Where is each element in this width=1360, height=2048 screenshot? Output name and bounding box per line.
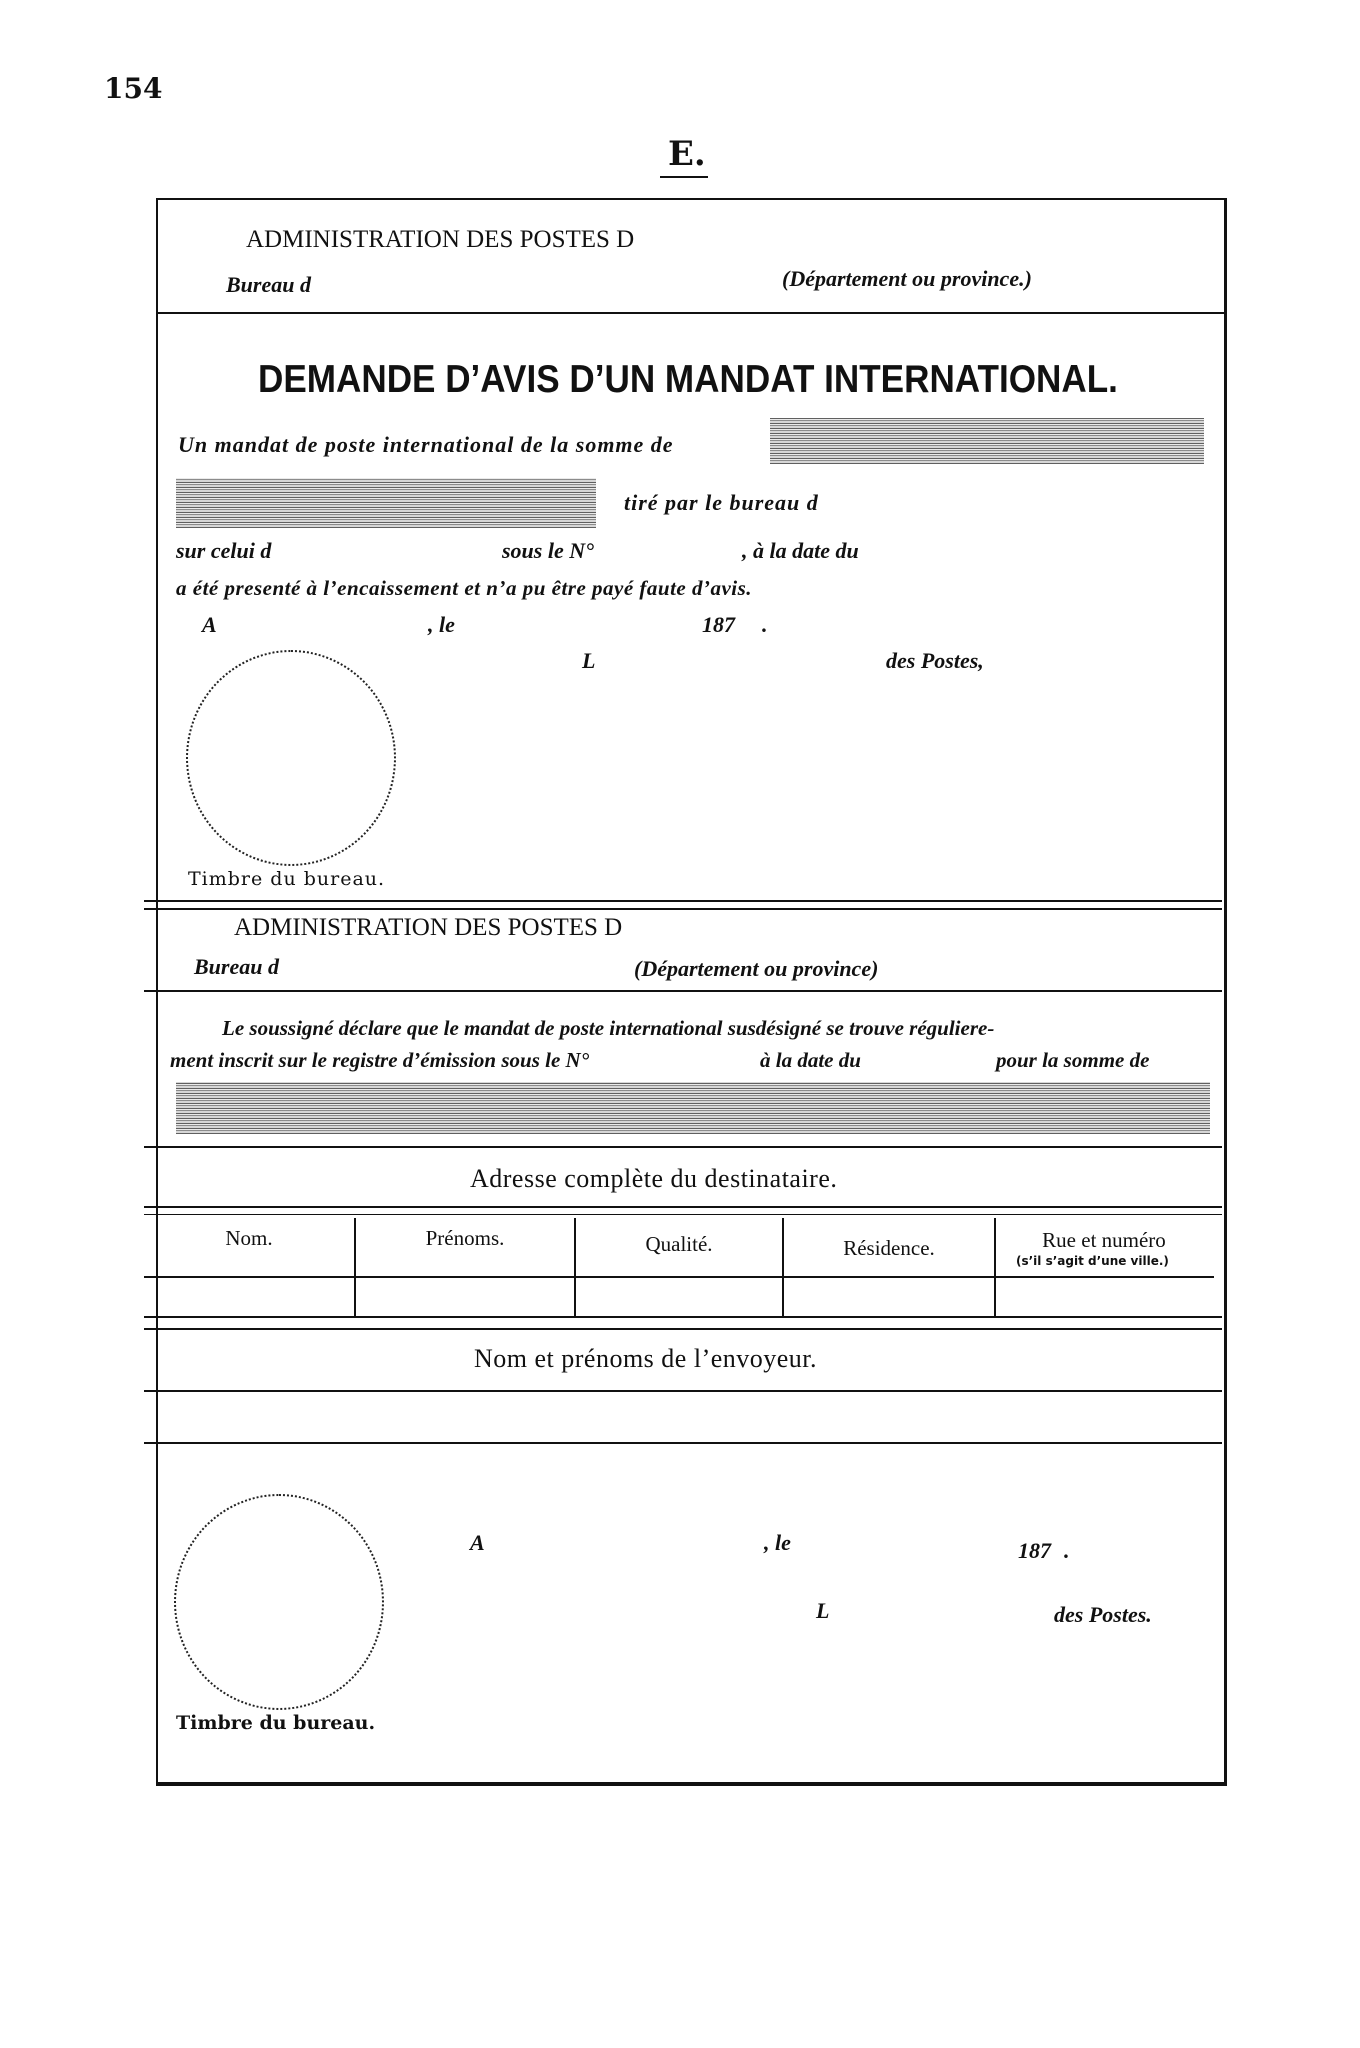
office-stamp-circle-2 — [174, 1494, 384, 1710]
column-rue: Rue et numéro — [1042, 1228, 1166, 1252]
amount-redaction-2 — [176, 478, 596, 528]
request-year-dot: . — [762, 612, 768, 637]
sender-heading: Nom et prénoms de l’envoyeur. — [474, 1344, 818, 1373]
address-table-bottom — [144, 1316, 1222, 1318]
footer-signature-postes: des Postes. — [1054, 1602, 1152, 1627]
sender-rule-1 — [144, 1390, 1222, 1392]
request-date-le: , le — [428, 612, 455, 637]
footer-year: 187 — [1018, 1538, 1051, 1563]
section1-admin: ADMINISTRATION DES POSTES D — [246, 226, 635, 253]
request-signature-postes: des Postes, — [886, 648, 984, 673]
request-line1: Un mandat de poste international de la somme de — [178, 432, 674, 457]
column-separator-1 — [354, 1218, 356, 1316]
column-qualite: Qualité. — [645, 1232, 713, 1256]
address-heading: Adresse complète du destinataire. — [470, 1164, 838, 1193]
column-separator-3 — [782, 1218, 784, 1316]
declaration-line2-amount: pour la somme de — [996, 1048, 1150, 1072]
section-divider-bottom — [144, 908, 1222, 910]
request-signature-l: L — [582, 648, 596, 673]
footer-year-dot: . — [1064, 1538, 1070, 1563]
request-line2: tiré par le bureau d — [624, 490, 819, 515]
amount-redaction-1 — [770, 418, 1204, 464]
section2-bureau: Bureau d — [194, 954, 279, 979]
office-stamp-circle-1 — [186, 650, 396, 866]
stamp-label-2: Timbre du bureau. — [176, 1712, 376, 1734]
column-nom: Nom. — [225, 1226, 273, 1250]
annex-letter: E. — [668, 134, 706, 174]
section2-admin: ADMINISTRATION DES POSTES D — [234, 914, 623, 941]
request-line3-date: , à la date du — [742, 538, 859, 563]
declaration-line2-number: ment inscrit sur le registre d’émission sous le N° — [170, 1048, 590, 1072]
request-year: 187 — [702, 612, 735, 637]
column-residence: Résidence. — [843, 1236, 935, 1260]
sender-rule-2 — [144, 1442, 1222, 1444]
section2-divider — [144, 990, 1222, 992]
amount-redaction-3 — [176, 1082, 1210, 1134]
sender-top-rule — [144, 1328, 1222, 1330]
footer-place: A — [470, 1530, 485, 1555]
footer-date-le: , le — [764, 1530, 791, 1555]
declaration-line2-date: à la date du — [760, 1048, 861, 1072]
request-line4: a été presenté à l’encaissement et n’a pu être payé faute d’avis. — [176, 576, 753, 600]
address-heading-rule-2 — [144, 1214, 1222, 1215]
request-line3-number: sous le N° — [502, 538, 594, 563]
section2-departement: (Département ou province) — [634, 956, 879, 981]
declaration-divider — [144, 1146, 1222, 1148]
footer-signature-l: L — [816, 1598, 830, 1623]
stamp-label-1: Timbre du bureau. — [188, 868, 386, 890]
column-prenoms: Prénoms. — [425, 1226, 505, 1250]
address-header-rule — [144, 1276, 1214, 1278]
annex-underline — [660, 176, 708, 178]
column-separator-2 — [574, 1218, 576, 1316]
address-heading-rule-1 — [144, 1206, 1222, 1208]
declaration-line1: Le soussigné déclare que le mandat de poste international susdésigné se trouve réguliere- — [222, 1016, 995, 1040]
column-separator-4 — [994, 1218, 996, 1316]
request-line3-office: sur celui d — [176, 538, 272, 563]
section1-bureau: Bureau d — [226, 272, 311, 297]
form-title: DEMANDE D’AVIS D’UN MANDAT INTERNATIONAL. — [258, 358, 1118, 401]
section1-departement: (Département ou province.) — [782, 266, 1032, 291]
column-rue-note: (s’il s’agit d’une ville.) — [1016, 1254, 1169, 1268]
request-place: A — [202, 612, 217, 637]
page-number: 154 — [104, 72, 163, 105]
section1-divider — [158, 312, 1224, 314]
section-divider-top — [144, 900, 1222, 902]
